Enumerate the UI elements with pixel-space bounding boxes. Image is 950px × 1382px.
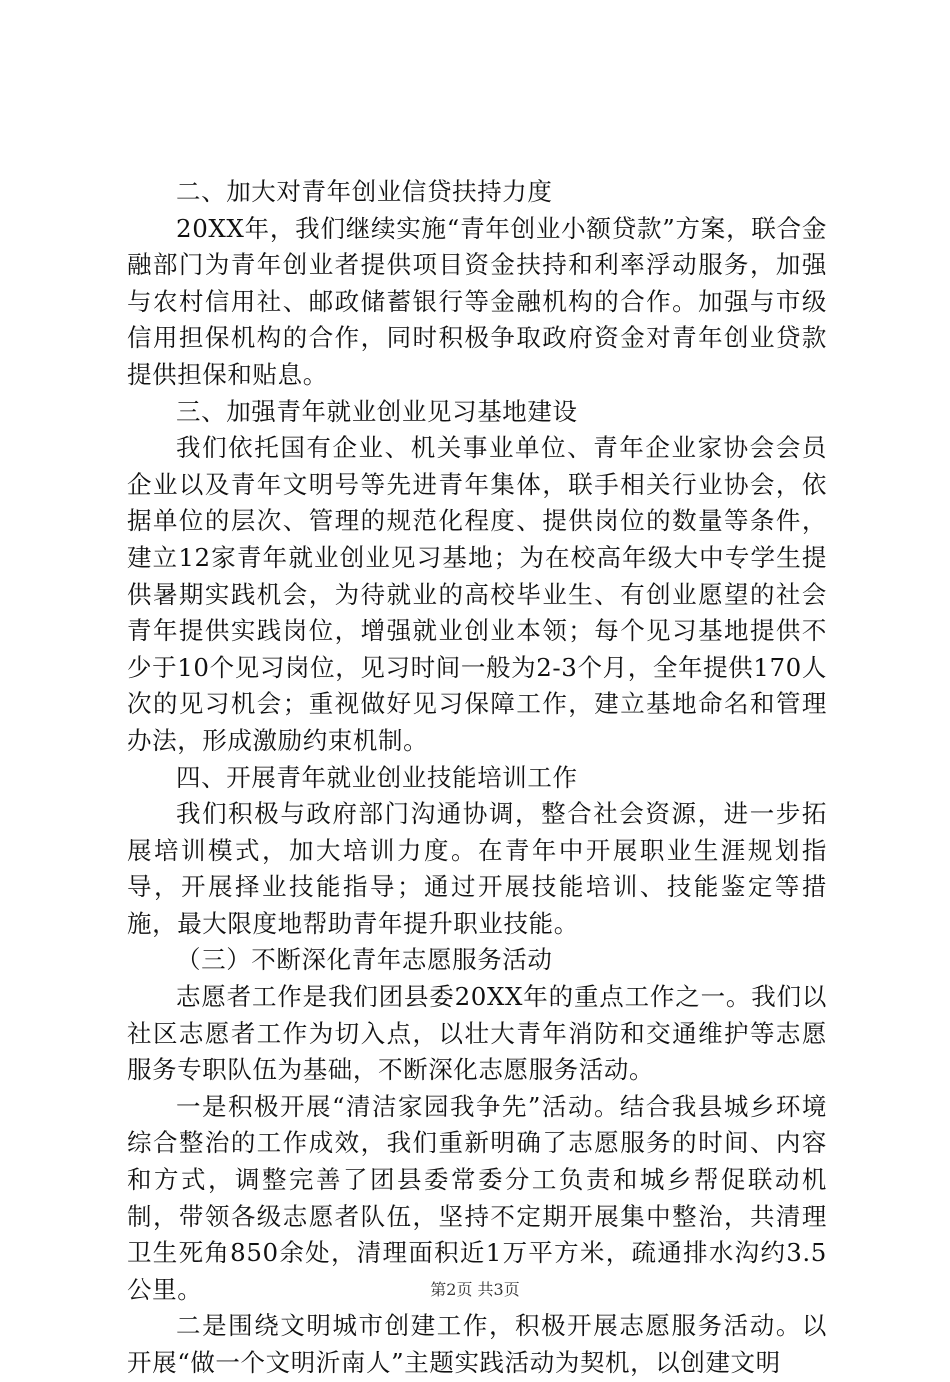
paragraph-credit-support: 20XX年，我们继续实施“青年创业小额贷款”方案，联合金融部门为青年创业者提供项目资金扶持和利率浮动服务，加强与农村信用社、邮政储蓄银行等金融机构的合作。加强与市级信用担保机构的合作，同时积极争取政府资金对青年创业贷款提供担保和贴息。 [127, 213, 827, 389]
paragraph-volunteer-intro: 志愿者工作是我们团县委20XX年的重点工作之一。我们以社区志愿者工作为切入点，以壮大青年消防和交通维护等志愿服务专职队伍为基础，不断深化志愿服务活动。 [127, 982, 827, 1085]
paragraph-skills-training: 我们积极与政府部门沟通协调，整合社会资源，进一步拓展培训模式，加大培训力度。在青年中开展职业生涯规划指导，开展择业技能指导；通过开展技能培训、技能鉴定等措施，最大限度地帮助青年提升职业技能。 [127, 799, 827, 938]
section-heading-credit-support: 二、加大对青年创业信贷扶持力度 [176, 177, 553, 206]
paragraph-civilized-city: 二是围绕文明城市创建工作，积极开展志愿服务活动。以开展“做一个文明沂南人”主题实践活动为契机，以创建文明 [127, 1311, 827, 1377]
section-heading-volunteer-service: （三）不断深化青年志愿服务活动 [176, 945, 553, 975]
paragraph-internship-base: 我们依托国有企业、机关事业单位、青年企业家协会会员企业以及青年文明号等先进青年集体，联手相关行业协会，依据单位的层次、管理的规范化程度、提供岗位的数量等条件，建立12家青年就业创业见习基地；为在校高年级大中专学生提供暑期实践机会，为待就业的高校毕业生、有创业愿望的社会青年提供实践岗位，增强就业创业本领；每个见习基地提供不少于10个见习岗位，见习时间一般为2-3个月，全年提供170人次的见习机会；重视做好见习保障工作，建立基地命名和管理办法，形成激励约束机制。 [127, 433, 827, 755]
section-heading-internship-base: 三、加强青年就业创业见习基地建设 [176, 396, 578, 426]
paragraph-clean-home: 一是积极开展“清洁家园我争先”活动。结合我县城乡环境综合整治的工作成效，我们重新明确了志愿服务的时间、内容和方式，调整完善了团县委常委分工负责和城乡帮促联动机制，带领各级志愿者队伍，坚持不定期开展集中整治，共清理卫生死角850余处，清理面积近1万平方米，疏通排水沟约3.5公里。 [127, 1091, 827, 1304]
section-heading-skills-training: 四、开展青年就业创业技能培训工作 [176, 762, 578, 792]
document-body [127, 174, 827, 1382]
page-footer: 第2页 共3页 [430, 1280, 520, 1299]
